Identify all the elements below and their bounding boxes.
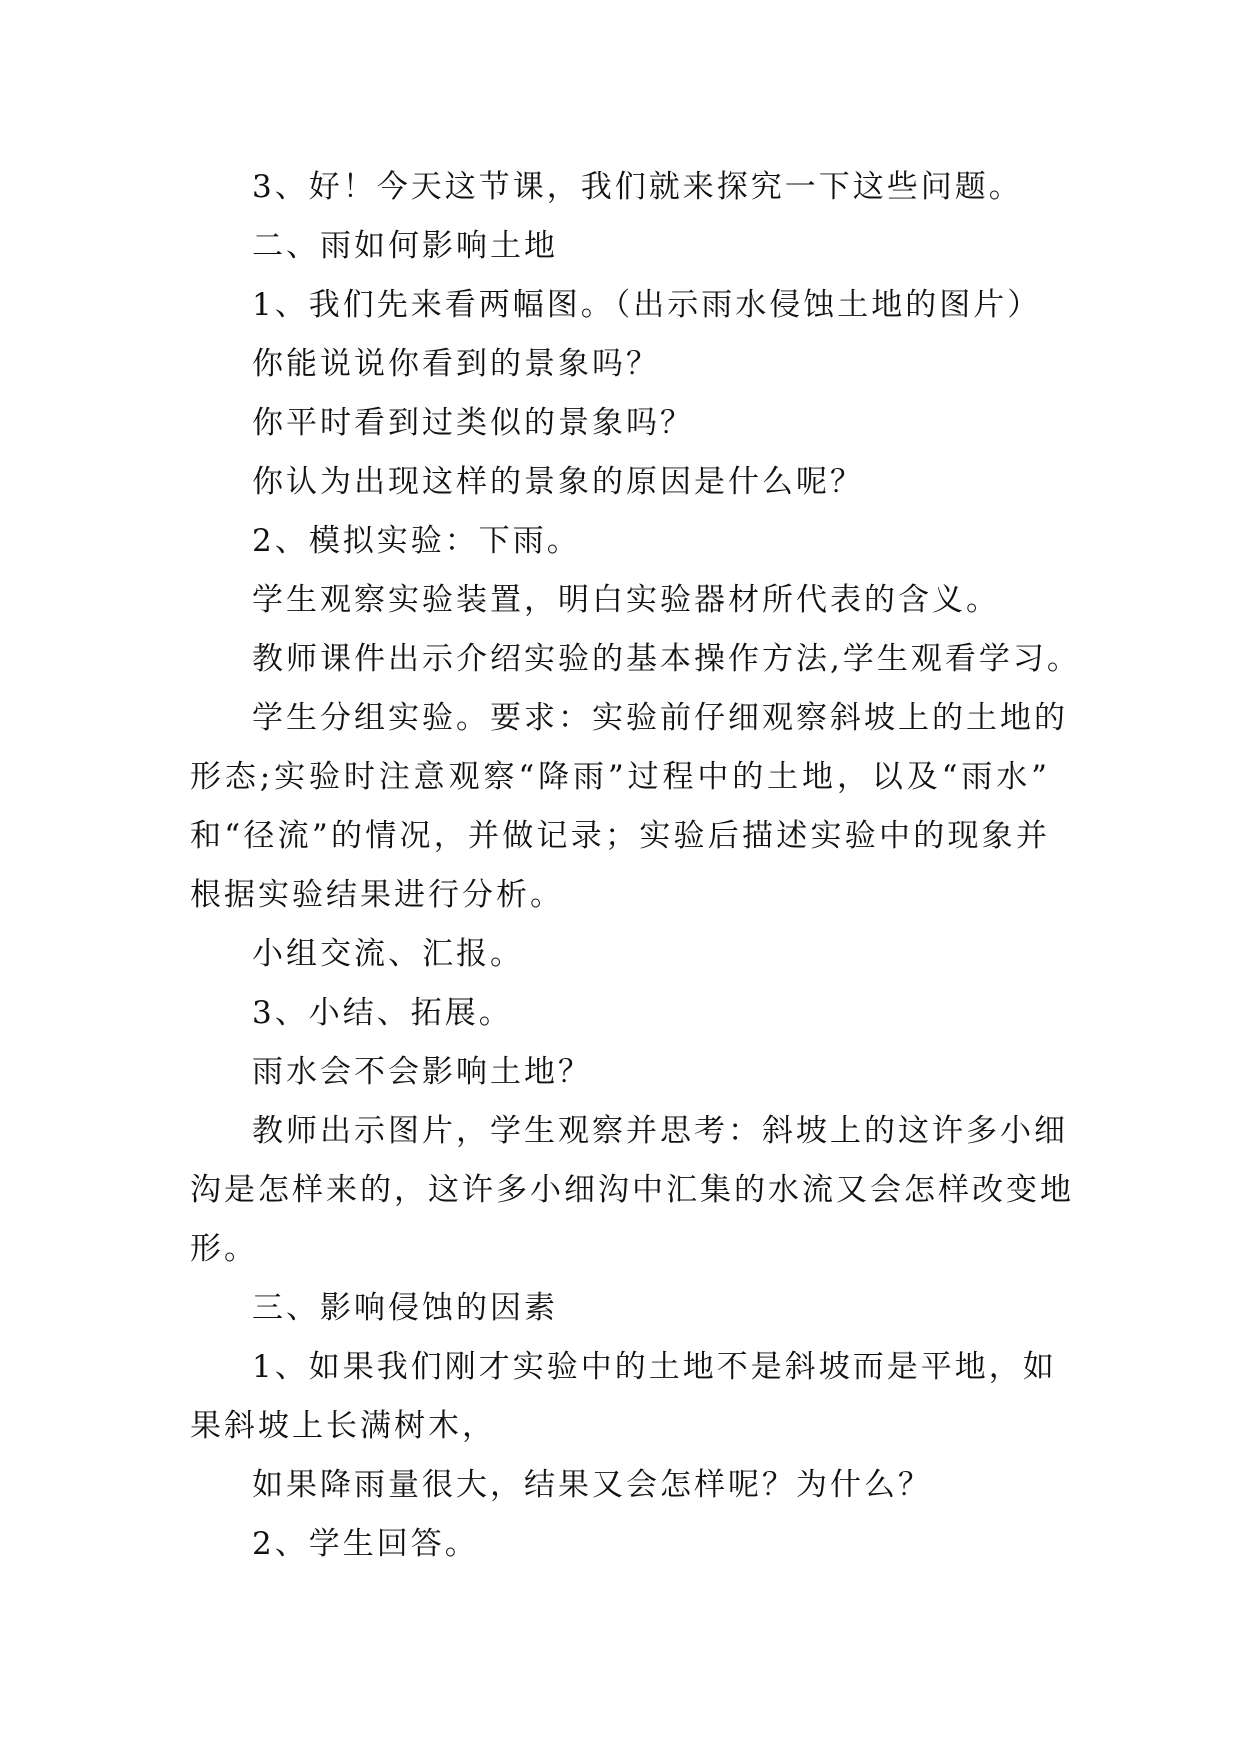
paragraph-line: 果斜坡上长满树木，: [190, 1408, 496, 1444]
question-line: 如果降雨量很大，结果又会怎样呢？为什么？: [252, 1467, 932, 1503]
step-1-line: 1、如果我们刚才实验中的土地不是斜坡而是平地，如: [252, 1349, 1057, 1385]
paragraph-line: 小组交流、汇报。: [252, 936, 524, 972]
paragraph-line: 沟是怎样来的，这许多小细沟中汇集的水流又会怎样改变地: [190, 1172, 1074, 1208]
paragraph-line: 形。: [190, 1231, 258, 1267]
step-3-line: 3、小结、拓展。: [252, 995, 513, 1031]
section-heading-rain-affects-land: 二、雨如何影响土地: [252, 228, 558, 264]
document-page: [190, 158, 1081, 1574]
question-line: 你认为出现这样的景象的原因是什么呢？: [252, 464, 864, 500]
paragraph-line: 形态;实验时注意观察“降雨”过程中的土地，以及“雨水”: [190, 759, 1050, 795]
section-heading-erosion-factors: 三、影响侵蚀的因素: [252, 1290, 558, 1326]
question-line: 你能说说你看到的景象吗？: [252, 346, 660, 382]
step-2-line: 2、学生回答。: [252, 1526, 479, 1562]
step-2-line: 2、模拟实验：下雨。: [252, 523, 581, 559]
question-line: 雨水会不会影响土地？: [252, 1054, 592, 1090]
paragraph-line: 教师课件出示介绍实验的基本操作方法,学生观看学习。: [252, 641, 1081, 677]
paragraph-line: 根据实验结果进行分析。: [190, 877, 564, 913]
question-line: 你平时看到过类似的景象吗？: [252, 405, 694, 441]
paragraph-line: 教师出示图片，学生观察并思考：斜坡上的这许多小细: [252, 1113, 1068, 1149]
paragraph-intro-line: 3、好！今天这节课，我们就来探究一下这些问题。: [252, 169, 1023, 205]
step-1-line: 1、我们先来看两幅图。（出示雨水侵蚀土地的图片）: [252, 287, 1042, 323]
paragraph-line: 学生观察实验装置，明白实验器材所代表的含义。: [252, 582, 1000, 618]
paragraph-line: 和“径流”的情况，并做记录；实验后描述实验中的现象并: [190, 818, 1050, 854]
paragraph-line: 学生分组实验。要求：实验前仔细观察斜坡上的土地的: [252, 700, 1068, 736]
